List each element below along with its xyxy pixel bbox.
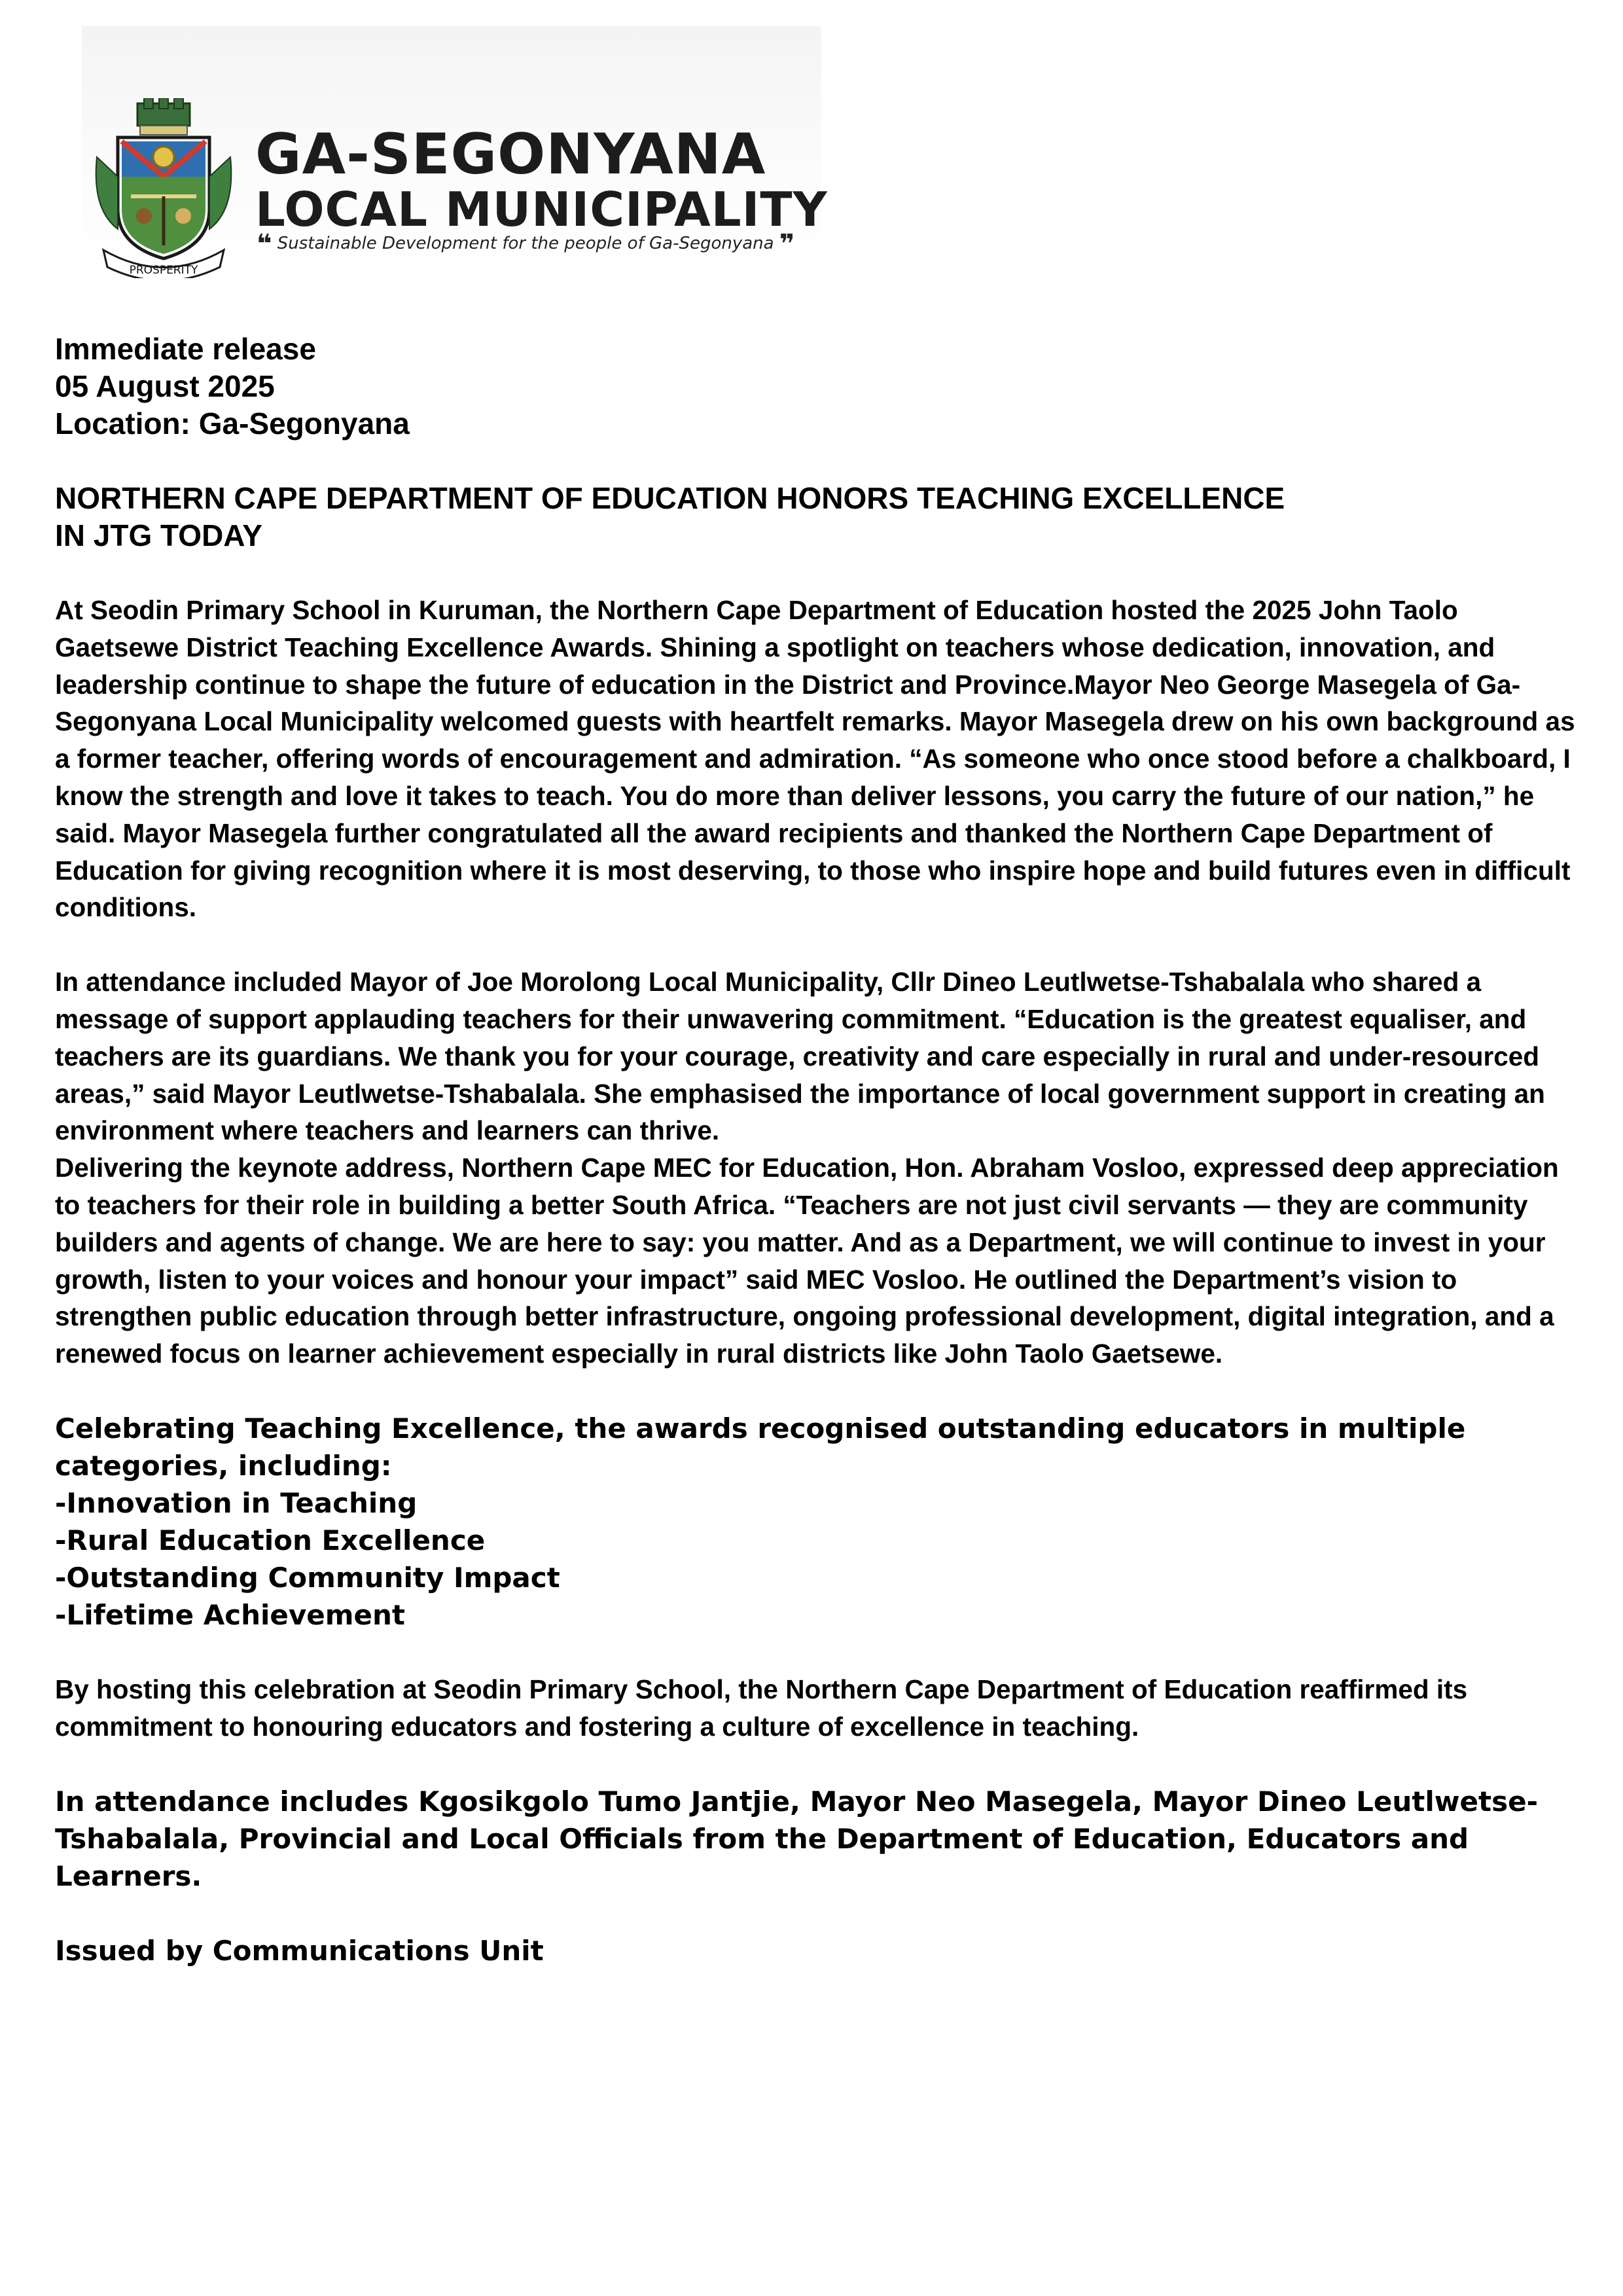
- headline: [55, 480, 1580, 554]
- release-location: Location: Ga-Segonyana: [55, 406, 410, 440]
- press-release: [55, 331, 1580, 1969]
- body-paragraph-2: In attendance included Mayor of Joe Morolong Local Municipality, Cllr Dineo Leutlwetse-Tshabalala who shared a message of support applauding teachers for their unwavering commitment. “Education is the greatest equaliser, and teachers are its guardians. We thank you for your courage, creativity and care especially in rural and under-resourced areas,” said Mayor Leutlwetse-Tshabalala. She emphasised the importance of local government support in creating an environment where teachers and learners can thrive.: [55, 967, 1545, 1146]
- issued-by: Issued by Communications Unit: [55, 1934, 544, 1967]
- tagline: [257, 229, 794, 259]
- organization-name: [255, 122, 828, 237]
- open-quote-icon: ❝: [257, 229, 272, 259]
- body-paragraph-4: By hosting this celebration at Seodin Primary School, the Northern Cape Department of Education reaffirmed its commitment to honouring educators and fostering a culture of excellence in teaching.: [55, 1674, 1468, 1742]
- awards-intro: Celebrating Teaching Excellence, the awards recognised outstanding educators in multiple categories, including:: [55, 1412, 1466, 1482]
- award-category: -Lifetime Achievement: [55, 1598, 405, 1631]
- release-type: Immediate release: [55, 332, 316, 366]
- close-quote-icon: ❞: [779, 229, 795, 259]
- award-category: -Outstanding Community Impact: [55, 1561, 560, 1594]
- awards-section: [55, 1410, 1580, 1634]
- release-meta: [55, 331, 1580, 442]
- organization-name-line1: GA-SEGONYANA: [255, 122, 766, 187]
- organization-name-line2: LOCAL MUNICIPALITY: [255, 182, 828, 237]
- headline-line1: NORTHERN CAPE DEPARTMENT OF EDUCATION HONORS TEACHING EXCELLENCE: [55, 481, 1285, 515]
- tagline-text: Sustainable Development for the people of Ga-Segonyana: [277, 234, 774, 253]
- release-date: 05 August 2025: [55, 369, 275, 403]
- crest-banner-text: PROSPERITY: [129, 264, 198, 277]
- award-category: -Rural Education Excellence: [55, 1524, 486, 1556]
- award-category: -Innovation in Teaching: [55, 1486, 418, 1519]
- body-paragraph-1: At Seodin Primary School in Kuruman, the Northern Cape Department of Education hosted the 2025 John Taolo Gaetsewe District Teaching Excellence Awards. Shining a spotlight on teachers whose dedication, innovation, and leadership continue to shape the future of education in the District and Province.Mayor Neo George Masegela of Ga-Segonyana Local Municipality welcomed guests with heartfelt remarks. Mayor Masegela drew on his own background as a former teacher, offering words of encouragement and admiration. “As someone who once stood before a chalkboard, I know the strength and love it takes to teach. You do more than deliver lessons, you carry the future of our nation,” he said. Mayor Masegela further congratulated all the award recipients and thanked the Northern Cape Department of Education for giving recognition where it is most deserving, to those who inspire hope and build futures even in difficult conditions.: [55, 595, 1575, 923]
- body-paragraph-3: Delivering the keynote address, Northern Cape MEC for Education, Hon. Abraham Vosloo, expressed deep appreciation to teachers for their role in building a better South Africa. “Teachers are not just civil servants — they are community builders and agents of change. We are here to say: you matter. And as a Department, we will continue to invest in your growth, listen to your voices and honour your impact” said MEC Vosloo. He outlined the Department’s vision to strengthen public education through better infrastructure, ongoing professional development, digital integration, and a renewed focus on learner achievement especially in rural districts like John Taolo Gaetsewe.: [55, 1153, 1559, 1369]
- attendance-paragraph: In attendance includes Kgosikgolo Tumo Jantjie, Mayor Neo Masegela, Mayor Dineo Leutlwetse-Tshabalala, Provincial and Local Officials from the Department of Education, Educators and Learners.: [55, 1785, 1539, 1892]
- headline-line2: IN JTG TODAY: [55, 518, 262, 552]
- municipal-crest-icon: [92, 98, 236, 278]
